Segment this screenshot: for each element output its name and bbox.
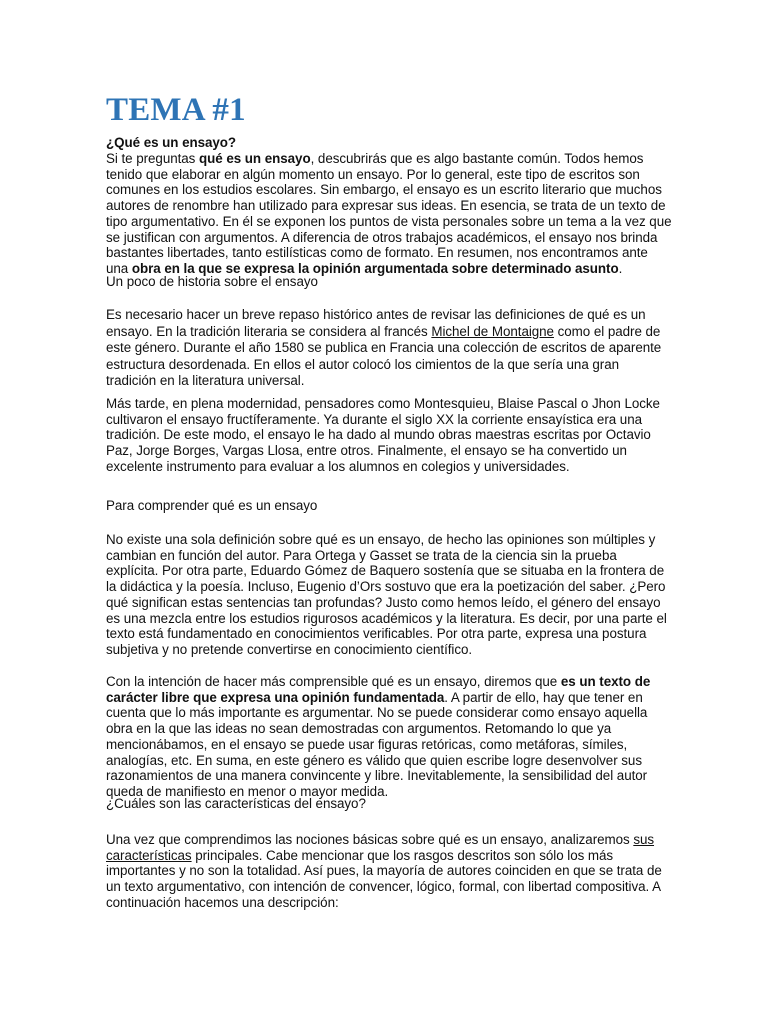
characteristics-link[interactable]: sus características — [106, 832, 655, 863]
montaigne-link[interactable]: Michel de Montaigne — [431, 323, 554, 339]
section-heading-understand: Para comprender qué es un ensayo — [106, 498, 318, 513]
paragraph-definition-bold: Con la intención de hacer más comprensible qué es un ensayo, diremos que es un texto de carácter libre que expresa una opinión fundamentada. A partir de ello, hay que tener en cuenta que lo más importante es argumentar. No se puede considerar como ensayo aquella obra en la que las ideas no sean demostradas con argumentos. Retomando lo que ya mencionábamos, en el ensayo se puede usar figuras retóricas, como metáforas, símiles, analogías, etc. En suma, en este género es válido que quien escribe logre desenvolver sus razonamientos de una manera convincente y libre. Inevitablemente, la sensibilidad del autor queda de manifiesto en menor o mayor medida. — [106, 674, 651, 799]
paragraph-definitions: No existe una sola definición sobre qué es un ensayo, de hecho las opiniones son múltiples y cambian en función del autor. Para Ortega y Gasset se trata de la ciencia sin la prueba explícita. Por otra parte, Eduardo Gómez de Baquero sostenía que se situaba en la frontera de la didáctica y la poesía. Incluso, Eugenio d’Ors sostuvo que era la poetización del saber. ¿Pero qué significan estas sentencias tan profundas? Justo como hemos leído, el género del ensayo es una mezcla entre los estudios rigurosos académicos y la literatura. Es decir, por una parte el texto está fundamentado en conocimientos verificables. Por otra parte, expresa una postura subjetiva y no pretende convertirse en conocimiento científico. — [106, 532, 667, 657]
paragraph-modernity: Más tarde, en plena modernidad, pensadores como Montesquieu, Blaise Pascal o Jhon Locke cultivaron el ensayo fructíferamente. Ya durante el siglo XX la corriente ensayística era una tradición. De este modo, el ensayo le ha dado al mundo obras maestras escritas por Octavio Paz, Jorge Borges, Vargas Llosa, entre otros. Finalmente, el ensayo se ha convertido un excelente instrumento para evaluar a los alumnos en colegios y universidades. — [106, 396, 660, 474]
paragraph-history: Es necesario hacer un breve repaso histórico antes de revisar las definiciones de qué es un ensayo. En la tradición literaria se considera al francés Michel de Montaigne como el padre de este género. Durante el año 1580 se publica en Francia una colección de escritos de aparente estructura desordenada. En ellos el autor colocó los cimientos de la que sería una gran tradición en la literatura universal. — [106, 307, 662, 389]
section-heading-history: Un poco de historia sobre el ensayo — [106, 274, 318, 289]
paragraph-intro: Si te preguntas qué es un ensayo, descubrirás que es algo bastante común. Todos hemos tenido que elaborar en algún momento un ensayo. Por lo general, este tipo de escritos son comunes en los estudios escolares. Sin embargo, el ensayo es un escrito literario que muchos autores de renombre han utilizado para expresar sus ideas. En esencia, se trata de un texto de tipo argumentativo. En él se exponen los puntos de vista personales sobre un tema a la vez que se justifican con argumentos. A diferencia de otros trabajos académicos, el ensayo nos brinda bastantes libertades, tanto estilísticas como de formato. En resumen, nos encontramos ante una obra en la que se expresa la opinión argumentada sobre determinado asunto. — [106, 151, 672, 276]
page-title: TEMA #1 — [106, 92, 246, 128]
question-heading: ¿Qué es un ensayo? — [106, 135, 237, 150]
section-heading-characteristics: ¿Cuáles son las características del ensayo? — [106, 796, 366, 811]
paragraph-characteristics: Una vez que comprendimos las nociones básicas sobre qué es un ensayo, analizaremos sus características principales. Cabe mencionar que los rasgos descritos son sólo los más importantes y no son la totalidad. Así pues, la mayoría de autores coinciden en que se trata de un texto argumentativo, con intención de convencer, lógico, formal, con libertad compositiva. A continuación hacemos una descripción: — [106, 832, 662, 910]
